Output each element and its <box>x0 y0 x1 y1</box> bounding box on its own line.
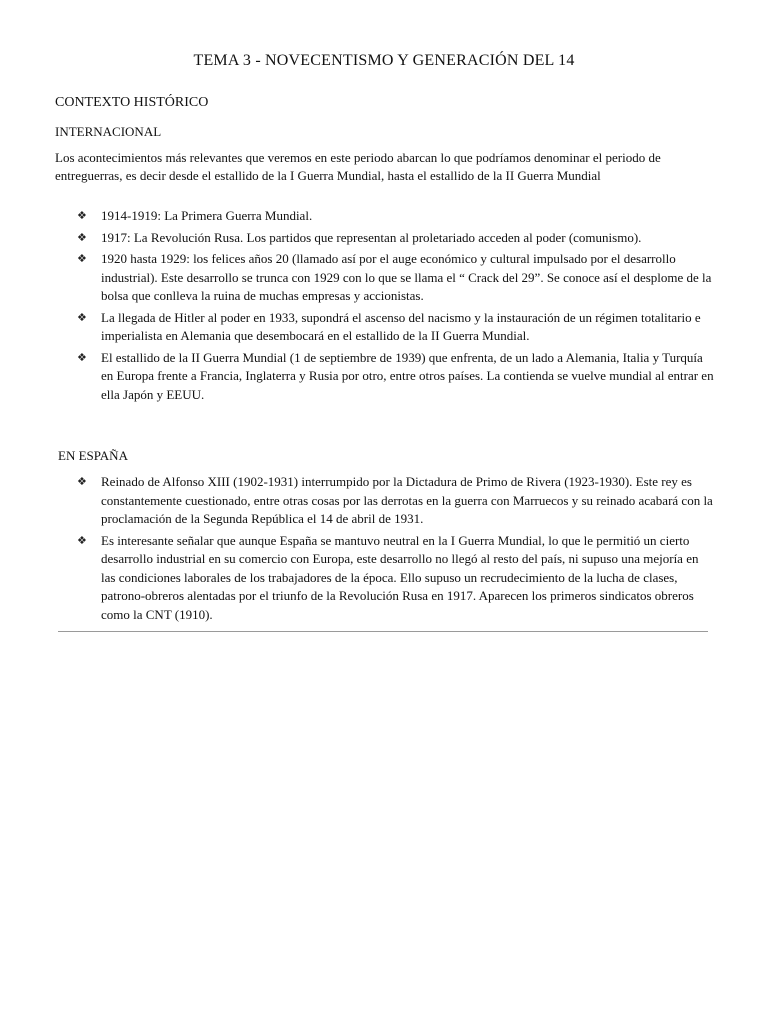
international-list <box>55 207 715 407</box>
list-item-text: 1914-1919: La Primera Guerra Mundial. <box>101 208 313 223</box>
diamond-bullet-icon: ❖ <box>77 475 87 488</box>
horizontal-divider <box>58 631 708 632</box>
diamond-bullet-icon: ❖ <box>77 230 87 244</box>
list-item <box>55 532 715 625</box>
list-item-text: Es interesante señalar que aunque España se mantuvo neutral en la I Guerra Mundial, lo que le permitió un cierto desarrollo industrial en su comercio con Europa, este desarrollo no llegó al resto del país, ni supuso una mejoría en las condiciones laborales de los trabajadores de la época. Ello supuso un recrudecimiento de la lucha de clases, patrono-obreros alentadas por el triunfo de la Revolución Rusa en 1917. Aparecen los primeros sindicatos obreros como la CNT (1910). <box>101 532 699 622</box>
diamond-bullet-icon: ❖ <box>77 310 87 324</box>
subheading-international: INTERNACIONAL <box>55 124 162 139</box>
list-item-text: El estallido de la II Guerra Mundial (1 de septiembre de 1939) que enfrenta, de un lado a Alemania, Italia y Turquía en Europa frente a Francia, Inglaterra y Rusia por otro, entre otros países. La contienda se vuelve mundial al entrar en ella Japón y EEUU. <box>101 349 714 402</box>
list-item <box>55 473 715 529</box>
list-item-text: 1920 hasta 1929: los felices años 20 (llamado así por el auge económico y cultural impulsado por el desarrollo industrial). Este desarrollo se trunca con 1929 con lo que se llama el “ Crack del 29”. Se conoce así el desplome de la bolsa que conlleva la ruina de muchas empresas y accionistas. <box>101 251 712 303</box>
subheading-spain: EN ESPAÑA <box>58 448 128 463</box>
diamond-bullet-icon: ❖ <box>77 252 87 265</box>
list-item <box>55 349 715 405</box>
diamond-bullet-icon: ❖ <box>77 209 87 222</box>
list-item <box>55 207 715 226</box>
list-item-text: 1917: La Revolución Rusa. Los partidos que representan al proletariado acceden al poder (comunismo). <box>101 229 642 245</box>
diamond-bullet-icon: ❖ <box>77 533 87 547</box>
spain-list <box>55 473 715 627</box>
list-item <box>55 309 715 346</box>
list-item <box>55 250 715 306</box>
intro-paragraph: Los acontecimientos más relevantes que veremos en este periodo abarcan lo que podríamos denominar el periodo de entreguerras, es decir desde el estallido de la I Guerra Mundial, hasta el estallido de la II Guerra Mundial <box>55 150 661 183</box>
diamond-bullet-icon: ❖ <box>77 350 87 364</box>
list-item <box>55 229 715 248</box>
page-title: TEMA 3 - NOVECENTISMO Y GENERACIÓN DEL 14 <box>193 52 575 69</box>
list-item-text: La llegada de Hitler al poder en 1933, supondrá el ascenso del nacismo y la instauración de un régimen totalitario e imperialista en Alemania que desembocará en el estallido de la II Guerra Mundial. <box>101 309 701 343</box>
list-item-text: Reinado de Alfonso XIII (1902-1931) interrumpido por la Dictadura de Primo de Rivera (1923-1930). Este rey es constantemente cuestionado, entre otras cosas por las derrotas en la guerra con Marruecos y su reinado acabará con la proclamación de la Segunda República el 14 de abril de 1931. <box>101 474 713 526</box>
section-heading: CONTEXTO HISTÓRICO <box>55 95 209 110</box>
